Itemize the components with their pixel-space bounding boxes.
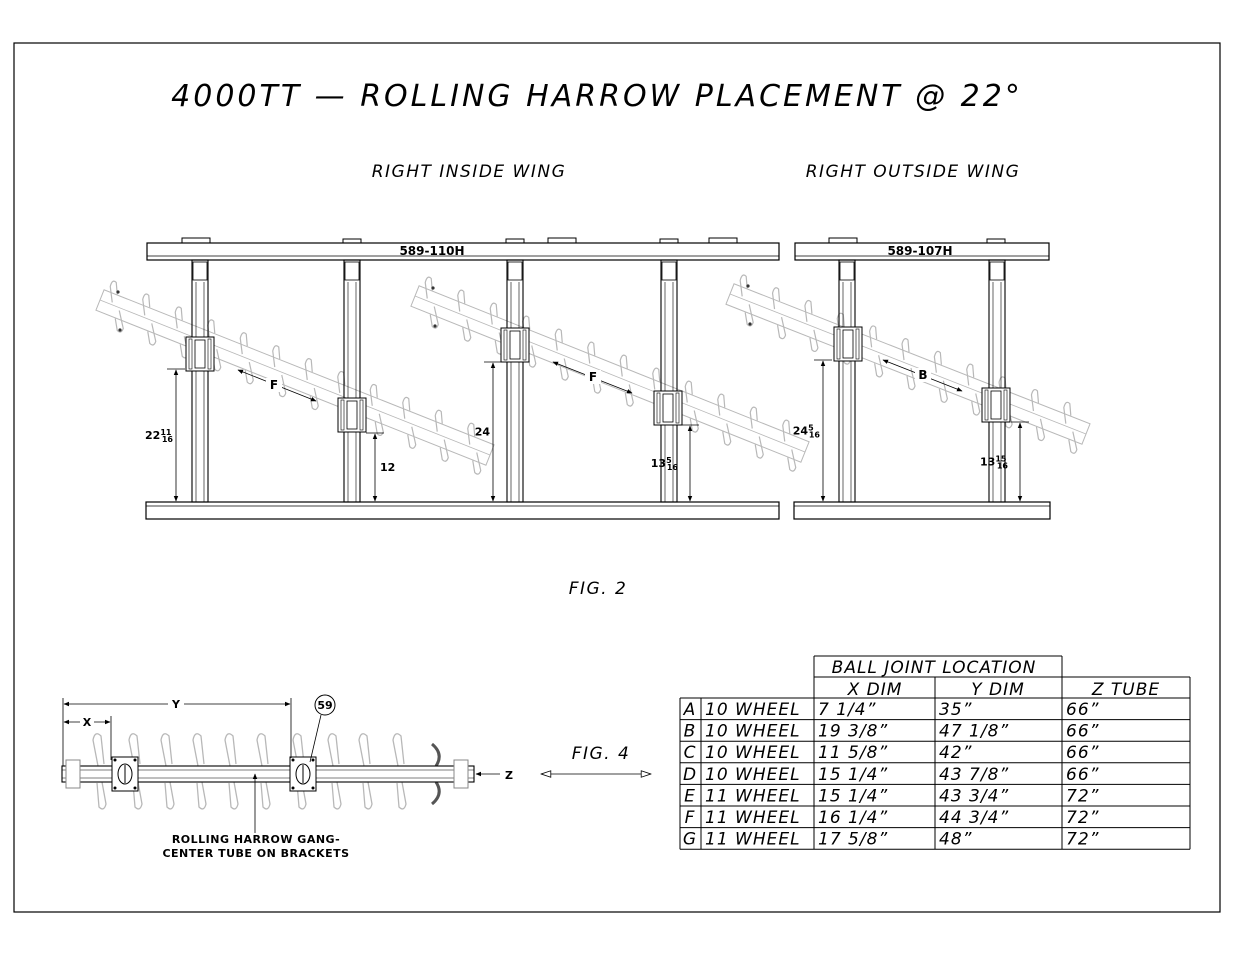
fig2-diagram bbox=[96, 238, 1090, 519]
height-dimension-4 bbox=[651, 425, 699, 501]
row-wheel: 10 WHEEL bbox=[705, 743, 801, 764]
fig4-note-line-2: CENTER TUBE ON BRACKETS bbox=[162, 847, 350, 860]
row-x-dim: 16 1/4” bbox=[818, 808, 889, 828]
row-x-dim: 15 1/4” bbox=[818, 764, 889, 785]
gang-bracket-3 bbox=[501, 328, 529, 362]
fig4-diagram bbox=[62, 695, 513, 860]
table-row bbox=[684, 743, 1100, 763]
fig4-z-label: Z bbox=[505, 769, 513, 782]
frame-post-1 bbox=[192, 260, 208, 502]
frame-post-3 bbox=[507, 260, 523, 502]
row-id: A bbox=[683, 700, 697, 720]
table-row bbox=[685, 808, 1100, 828]
row-x-dim: 7 1/4” bbox=[818, 700, 877, 720]
gang-bracket-1 bbox=[186, 337, 214, 371]
spacing-label-f-2: F bbox=[588, 370, 598, 384]
height-dimension-value-1: $22^{11}$ 16 bbox=[145, 428, 173, 444]
row-wheel: 11 WHEEL bbox=[705, 808, 801, 828]
row-id: E bbox=[684, 786, 696, 807]
gang-bracket-6 bbox=[982, 388, 1010, 422]
height-dimension-5 bbox=[793, 360, 832, 501]
row-z-tube: 66” bbox=[1066, 700, 1100, 720]
row-id: B bbox=[683, 721, 697, 742]
height-dimension-3 bbox=[475, 362, 502, 501]
fig2-label: FIG. 2 bbox=[568, 579, 628, 599]
fig4-label: FIG. 4 bbox=[571, 744, 631, 764]
row-x-dim: 15 1/4” bbox=[818, 786, 889, 807]
fig4-bracket-1 bbox=[112, 757, 138, 791]
table-row bbox=[684, 722, 1100, 742]
height-dimension-value-5: $24^5$ 16 bbox=[792, 423, 820, 440]
height-dimension-value-2: 12 bbox=[380, 461, 396, 474]
drawing-title: 4000TT — ROLLING HARROW PLACEMENT @ 22° bbox=[171, 79, 1023, 114]
table-row bbox=[683, 830, 1100, 850]
table-group-header: BALL JOINT LOCATION bbox=[831, 658, 1037, 678]
fig4-callout-59: 59 bbox=[317, 699, 333, 712]
spacing-label-f-1: F bbox=[269, 378, 279, 392]
table-row bbox=[684, 786, 1099, 806]
row-x-dim: 19 3/8” bbox=[818, 721, 889, 742]
height-dimension-value-4: $13^5$ 16 bbox=[650, 456, 678, 472]
row-x-dim: 11 5/8” bbox=[818, 743, 889, 764]
row-y-dim: 44 3/4” bbox=[939, 808, 1010, 828]
frame-post-2 bbox=[344, 260, 360, 502]
row-y-dim: 48” bbox=[939, 829, 973, 850]
table-row bbox=[683, 700, 1100, 720]
spacing-label-b: B bbox=[918, 368, 928, 382]
harrow-gang-1 bbox=[96, 281, 494, 474]
fig4-bracket-2 bbox=[290, 757, 316, 791]
row-y-dim: 35” bbox=[939, 700, 973, 720]
inside-wing-part-number: 589-110H bbox=[399, 244, 465, 258]
row-wheel: 11 WHEEL bbox=[705, 829, 801, 850]
row-z-tube: 66” bbox=[1066, 764, 1100, 785]
fig4-x-label: X bbox=[82, 716, 92, 729]
row-y-dim: 43 7/8” bbox=[939, 764, 1010, 785]
row-wheel: 10 WHEEL bbox=[705, 764, 801, 785]
row-z-tube: 72” bbox=[1066, 808, 1100, 828]
row-z-tube: 66” bbox=[1066, 743, 1100, 764]
height-dimension-1 bbox=[145, 369, 185, 501]
row-y-dim: 43 3/4” bbox=[939, 786, 1010, 807]
row-wheel: 11 WHEEL bbox=[705, 786, 801, 807]
outside-wing-part-number: 589-107H bbox=[887, 244, 953, 258]
harrow-gang-3 bbox=[726, 275, 1090, 453]
inside-wing-label: RIGHT INSIDE WING bbox=[371, 162, 567, 182]
height-dimension-2 bbox=[366, 433, 395, 501]
row-x-dim: 17 5/8” bbox=[818, 829, 889, 850]
gang-bracket-2 bbox=[338, 398, 366, 432]
fig4-y-label: Y bbox=[172, 698, 180, 711]
row-z-tube: 66” bbox=[1066, 721, 1100, 742]
row-z-tube: 72” bbox=[1066, 786, 1100, 807]
row-id: F bbox=[684, 808, 696, 828]
row-z-tube: 72” bbox=[1066, 829, 1100, 850]
ball-joint-table bbox=[680, 656, 1190, 850]
row-id: G bbox=[682, 829, 698, 850]
height-dimension-value-3: 24 bbox=[474, 425, 490, 439]
table-header-x-dim: X DIM bbox=[847, 680, 903, 700]
table-row bbox=[683, 765, 1100, 785]
row-wheel: 10 WHEEL bbox=[705, 700, 801, 720]
outside-wing-label: RIGHT OUTSIDE WING bbox=[805, 162, 1021, 182]
row-wheel: 10 WHEEL bbox=[705, 721, 801, 742]
outside-wing-bottom-tube bbox=[794, 502, 1050, 519]
table-header-z-tube: Z TUBE bbox=[1091, 680, 1161, 700]
fig4-note-line-1: ROLLING HARROW GANG- bbox=[171, 833, 341, 846]
gang-bracket-4 bbox=[654, 391, 682, 425]
frame-post-5 bbox=[839, 260, 855, 502]
table-header-y-dim: Y DIM bbox=[971, 680, 1025, 700]
gang-bracket-5 bbox=[834, 327, 862, 361]
inside-wing-bottom-tube bbox=[146, 502, 779, 519]
row-y-dim: 47 1/8” bbox=[939, 721, 1010, 742]
row-id: C bbox=[683, 743, 697, 764]
row-id: D bbox=[682, 764, 698, 785]
height-dimension-value-6: $13^{15}$ 16 bbox=[980, 454, 1008, 471]
row-y-dim: 42” bbox=[939, 743, 973, 764]
